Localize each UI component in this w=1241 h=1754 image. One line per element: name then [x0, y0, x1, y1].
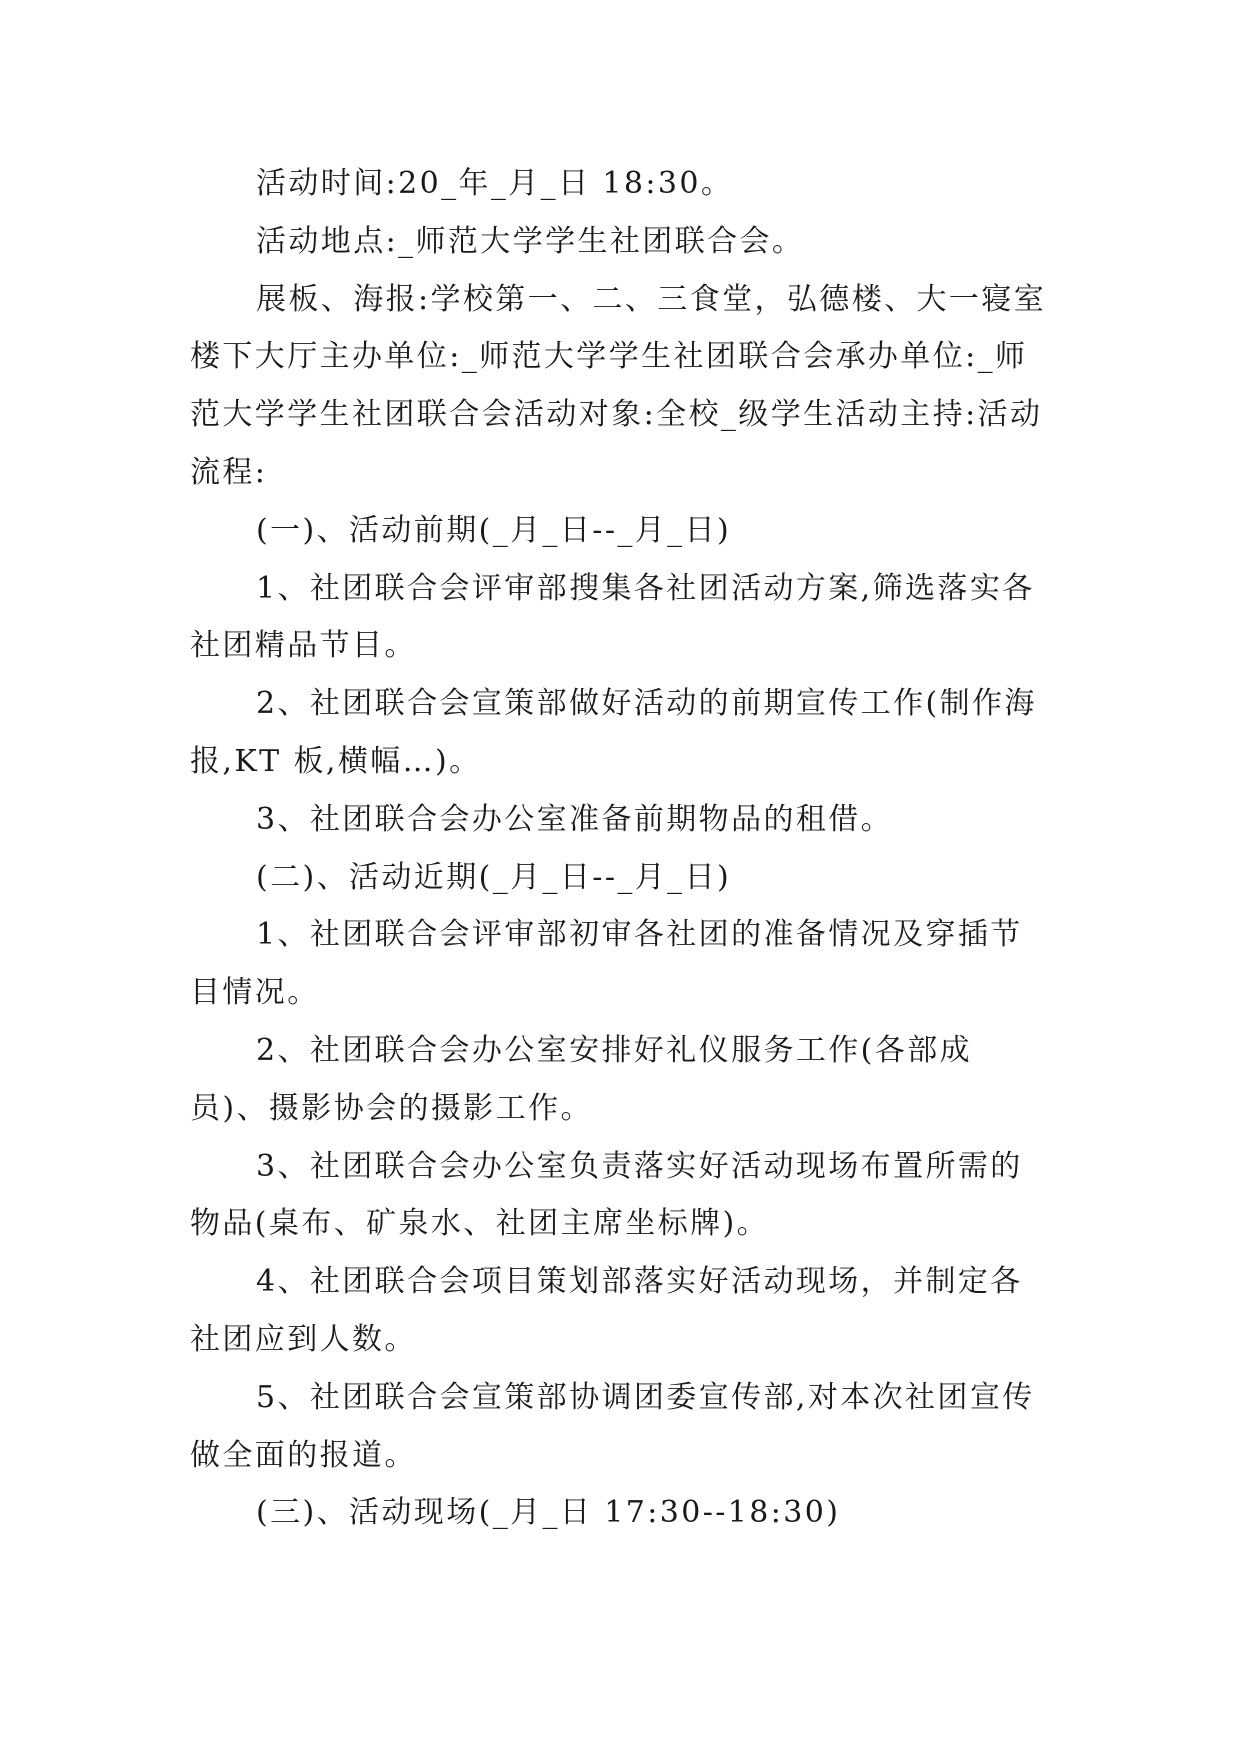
near-stage-item-2: 2、社团联合会办公室安排好礼仪服务工作(各部成员)、摄影协会的摄影工作。 — [190, 1032, 972, 1126]
section-heading-early-stage: (一)、活动前期(_月_日--_月_日) — [256, 512, 732, 548]
near-stage-item-1: 1、社团联合会评审部初审各社团的准备情况及穿插节目情况。 — [190, 917, 1023, 1011]
early-stage-item-2: 2、社团联合会宣策部做好活动的前期宣传工作(制作海报,KT 板,横幅…)。 — [190, 686, 1037, 779]
section-heading-near-stage: (二)、活动近期(_月_日--_月_日) — [256, 859, 732, 895]
near-stage-item-4: 4、社团联合会项目策划部落实好活动现场，并制定各社团应到人数。 — [190, 1264, 1023, 1357]
section-heading-on-site: (三)、活动现场(_月_日 17:30--18:30) — [256, 1495, 841, 1531]
near-stage-item-3: 3、社团联合会办公室负责落实好活动现场布置所需的物品(桌布、矿泉水、社团主席坐标牌)。 — [190, 1148, 1023, 1242]
near-stage-item-5: 5、社团联合会宣策部协调团委宣传部,对本次社团宣传做全面的报道。 — [190, 1379, 1035, 1473]
early-stage-item-1: 1、社团联合会评审部搜集各社团活动方案,筛选落实各社团精品节目。 — [190, 570, 1035, 664]
activity-location-paragraph: 活动地点:_师范大学学生社团联合会。 — [256, 223, 805, 259]
early-stage-item-3: 3、社团联合会办公室准备前期物品的租借。 — [256, 801, 894, 837]
activity-time-paragraph: 活动时间:20_年_月_日 18:30。 — [256, 166, 734, 201]
document-page — [190, 155, 1050, 1542]
poster-and-organizers-paragraph: 展板、海报:学校第一、二、三食堂，弘德楼、大一寝室楼下大厅主办单位:_师范大学学生社团联合会承办单位:_师范大学学生社团联合会活动对象:全校_级学生活动主持:活动流程: — [190, 281, 1047, 490]
